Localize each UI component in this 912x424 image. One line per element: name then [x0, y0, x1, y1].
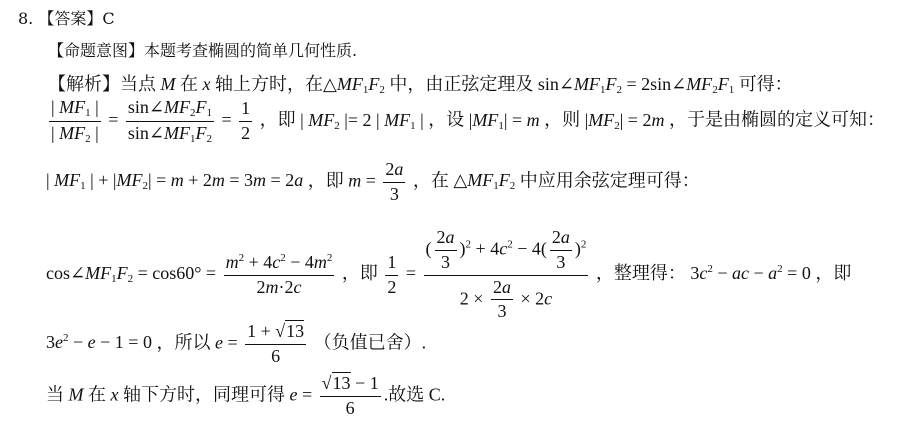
- text-segment: 可得：: [738, 74, 793, 94]
- math-triangle: $\triangle MF_1F_2$: [453, 170, 516, 193]
- analysis-line-1: [48, 70, 793, 96]
- analysis-line-4: $\cos\angle MF_1F_2 = \cos 60^\circ$ = $\frac{m^2 + 4c^2 - 4m^2}{2m\cdot 2c}$ ，即 $\frac{1}{2}$ = ( $\frac{2a}{3}$ )$^2 + 4c^2 - 4$( $\frac{2a}{3}$ )$^2$ 2 × $\frac{2a}{3}$ × 2c ，整理得： $3c^2$ − ac − $a^2 = 0$ ，即: [46, 227, 852, 322]
- text-segment: ，所以: [156, 332, 211, 353]
- fraction-sin-ratio: $\frac{\sin\angle MF_2F_1}{\sin\angle MF_1F_2}$: [127, 97, 212, 146]
- text-segment: 在: [180, 74, 198, 94]
- answer-label: 【答案】: [38, 9, 103, 28]
- fraction-one-half: $\frac{1}{2}$: [241, 98, 251, 144]
- text-segment: 在: [88, 384, 106, 405]
- fraction-mf-ratio: $\frac{| MF_1 |}{| MF_2 |}$: [51, 97, 99, 146]
- fraction-e-below: $\frac{√13 - 1}{6}$: [321, 373, 379, 418]
- text-segment: ，则: [544, 109, 581, 130]
- fraction-2a-over-3: $\frac{2a}{3}$: [385, 159, 404, 204]
- question-number: 8.: [18, 9, 34, 28]
- math-2m: $|MF_2| = 2m$: [584, 109, 665, 132]
- math-set-m: $|MF_1| = m$: [468, 109, 540, 132]
- text-segment: ，即: [341, 263, 378, 284]
- text-segment: 当点: [120, 74, 156, 94]
- analysis-line-2: $\frac{| MF_1 |}{| MF_2 |}$ = $\frac{\sin\angle MF_2F_1}{\sin\angle MF_1F_2}$ = $\frac{1}{2}$ ，即 | $MF_2$ |= 2 | $MF_1$ | ，设 $|MF_1| = m$ ，则 $|MF_2| = 2m$ ，于是由椭圆的定义可知：: [51, 97, 885, 146]
- math-cos-angle: $\cos\angle MF_1F_2 = \cos 60^\circ$: [46, 263, 202, 286]
- text-segment: ，整理得：: [595, 263, 686, 284]
- analysis-label: 【解析】: [48, 74, 120, 94]
- text-segment: 中应用余弦定理可得：: [519, 170, 700, 191]
- math-sine-relation: $\sin\angle MF_1F_2$ = $2\sin\angle MF_2F_1$: [537, 74, 735, 96]
- fraction-e-positive: $\frac{1 + √13}{6}$: [247, 321, 305, 366]
- text-segment: ，设: [428, 109, 465, 130]
- analysis-line-6: 当 M 在 x 轴下方时，同理可得 e = $\frac{√13 - 1}{6}$ .故选 C.: [46, 373, 446, 418]
- intent-label: 【命题意图】: [48, 41, 145, 60]
- text-segment: ，即: [307, 170, 344, 191]
- analysis-line-5: $3e^2 - e - 1 = 0$ ，所以 e = $\frac{1 + √13}{6}$ （负值已舍）.: [46, 321, 427, 366]
- text-segment: .故选 C.: [383, 384, 446, 405]
- analysis-line-3: | $MF_1$ | + $|MF_2| = m + 2m = 3m = 2a$ ，即 m = $\frac{2a}{3}$ ，在 $\triangle MF_1F_2$ 中应用余弦定理可得：: [46, 159, 700, 204]
- text-segment: （负值已舍）.: [313, 332, 427, 353]
- text-segment: 轴上方时，在: [215, 74, 323, 94]
- intent-line: [48, 38, 357, 61]
- text-segment: ，于是由椭圆的定义可知：: [668, 109, 885, 130]
- math-quadratic-c: $3c^2$ − ac − $a^2 = 0$: [690, 263, 811, 284]
- text-segment: ，在: [412, 170, 449, 191]
- text-segment: 当: [46, 384, 64, 405]
- math-m: M: [160, 74, 176, 94]
- math-ellipse-definition: | $MF_1$ | + $|MF_2| = m + 2m = 3m = 2a$: [46, 170, 304, 193]
- text-segment: ，即: [259, 109, 296, 130]
- answer-value: C: [102, 9, 115, 28]
- intent-text: 本题考查椭圆的简单几何性质.: [144, 41, 358, 60]
- math-triangle: $\triangle MF_1F_2$: [323, 74, 385, 96]
- math-x: x: [202, 74, 211, 94]
- math-quadratic-e: $3e^2 - e - 1 = 0$: [46, 332, 152, 353]
- math-relation: | $MF_2$ |= 2 | $MF_1$ |: [300, 109, 424, 132]
- fraction-cosine-law: $\frac{m^2 + 4c^2 - 4m^2}{2m\cdot 2c}$: [225, 252, 333, 298]
- text-segment: 中，由正弦定理及: [389, 74, 534, 94]
- fraction-one-half: $\frac{1}{2}$: [387, 251, 397, 297]
- question-header: [18, 6, 115, 29]
- text-segment: 轴下方时，同理可得: [123, 384, 285, 405]
- fraction-substituted: ( $\frac{2a}{3}$ )$^2 + 4c^2 - 4$( $\frac{2a}{3}$ )$^2$ 2 × $\frac{2a}{3}$ × 2c: [425, 227, 587, 322]
- text-segment: ，即: [815, 263, 852, 284]
